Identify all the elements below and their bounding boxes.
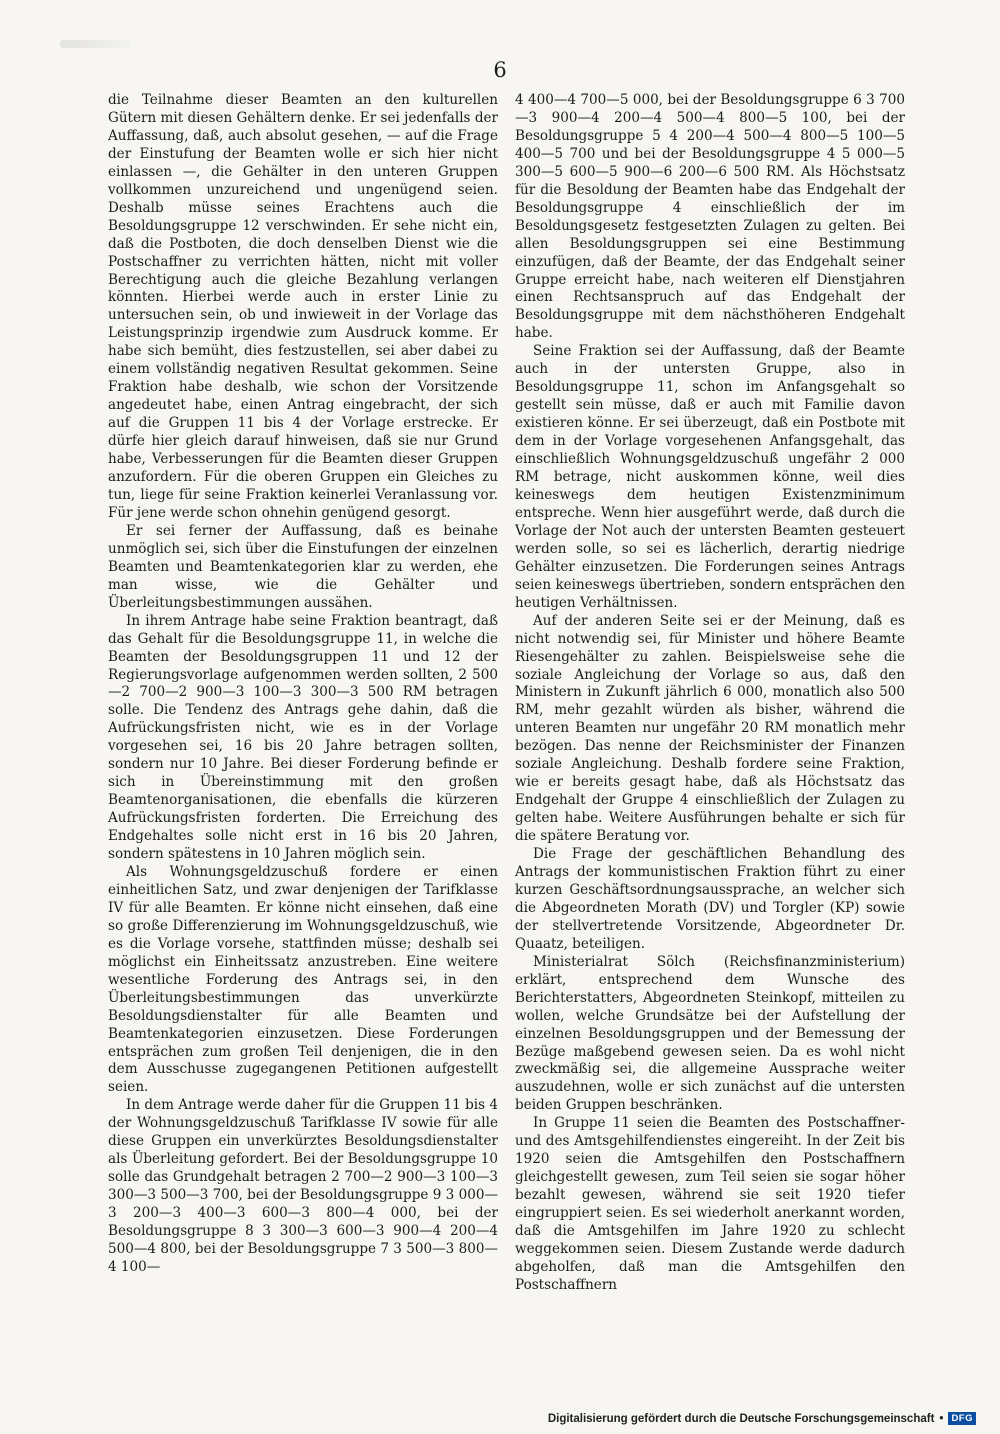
digitization-credit: [548, 1412, 976, 1425]
paragraph: Er sei ferner der Auffassung, daß es beinahe unmöglich sei, sich über die Einstufungen der einzelnen Beamten und Beamtenkategorien klar zu werden, ehe man wisse, wie die Gehälter und Überleitungsbestimmungen aussähen.: [108, 522, 498, 611]
paragraph: 4 400—4 700—5 000, bei der Besoldungsgruppe 6 3 700—3 900—4 200—4 500—4 800—5 100, bei der Besoldungsgruppe 5 4 200—4 500—4 800—5 100—5 400—5 700 und bei der Besoldungsgruppe 4 5 000—5 300—5 600—5 900—6 200—6 500 RM. Als Höchstsatz für die Besoldung der Beamten habe das Endgehalt der Besoldungsgruppe 4 einschließlich der im Besoldungsgesetz festgesetzten Zulagen zu gelten. Bei allen Besoldungsgruppen sei eine Bestimmung einzufügen, daß der Beamte, der das Endgehalt seiner Gruppe erreicht habe, nach weiteren elf Dienstjahren einen Rechtsanspruch auf das Endgehalt der Besoldungsgruppe mit dem nächsthöheren Endgehalt habe.: [515, 92, 905, 342]
paragraph: Die Frage der geschäftlichen Behandlung des Antrags der kommunistischen Fraktion führt zu einer kurzen Geschäftsordnungsaussprache, an welcher sich die Abgeordneten Morath (DV) und Torgler (KP) sowie der stellvertretende Vorsitzende, Abgeordneter Dr. Quaatz, beteiligen.: [515, 846, 905, 952]
left-column: [108, 92, 498, 1277]
right-column: [515, 92, 905, 1295]
credit-text: Digitalisierung gefördert durch die Deutsche Forschungsgemeinschaft: [547, 1412, 935, 1425]
paragraph: die Teilnahme dieser Beamten an den kulturellen Gütern mit diesen Gehältern denke. Er sei jedenfalls der Auffassung, daß, auch absolut gesehen, — auf die Frage der Einstufung der Beamten wolle er sich hier nicht einlassen —, die Gehälter in den unteren Gruppen vollkommen unzureichend und ungenügend seien. Deshalb müsse seines Erachtens auch die Besoldungsgruppe 12 verschwinden. Er sehe nicht ein, daß die Postboten, die doch denselben Dienst wie die Postschaffner zu verrichten hätten, nicht mit voller Berechtigung auch die gleiche Bezahlung verlangen könnten. Hierbei werde auch in erster Linie zu untersuchen sein, ob und inwieweit in der Vorlage das Leistungsprinzip irgendwie zum Ausdruck komme. Er habe sich bemüht, dies festzustellen, sei aber dabei zu einem vollständig negativen Resultat gekommen. Seine Fraktion habe deshalb, wie schon der Vorsitzende angedeutet habe, einen Antrag eingebracht, der sich auf die Gruppen 11 bis 4 der Vorlage erstrecke. Er dürfe hier gleich darauf hinweisen, daß sie nur Grund habe, Verbesserungen für die Beamten dieser Gruppen anzufordern. Für die oberen Gruppen ein Gleiches zu tun, liege für seine Fraktion keinerlei Veranlassung vor. Für jene werde schon ohnehin genügend gesorgt.: [108, 92, 498, 521]
paragraph: Als Wohnungsgeldzuschuß fordere er einen einheitlichen Satz, und zwar denjenigen der Tarifklasse IV für alle Beamten. Er könne nicht einsehen, daß eine so große Differenzierung im Wohnungsgeldzuschuß, wie es die Vorlage vorsehe, stattfinden müsse; deshalb sei möglichst ein Einheitssatz anzustreben. Eine weitere wesentliche Forderung des Antrags sei, in den Überleitungsbestimmungen das unverkürzte Besoldungsdienstalter für alle Beamten und Beamtenkategorien einzusetzen. Diese Forderungen entsprächen zum großen Teil denjenigen, die in den dem Ausschusse zugegangenen Petitionen aufgestellt seien.: [108, 863, 498, 1096]
paragraph: In dem Antrage werde daher für die Gruppen 11 bis 4 der Wohnungsgeldzuschuß Tarifklasse IV sowie für alle diese Gruppen ein unverkürztes Besoldungsdienstalter als Überleitung gefordert. Bei der Besoldungsgruppe 10 solle das Grundgehalt betragen 2 700—2 900—3 100—3 300—3 500—3 700, bei der Besoldungsgruppe 9 3 000—3 200—3 400—3 600—3 800—4 000, bei der Besoldungsgruppe 8 3 300—3 600—3 900—4 200—4 500—4 800, bei der Besoldungsgruppe 7 3 500—3 800—4 100—: [108, 1097, 498, 1275]
paragraph: In Gruppe 11 seien die Beamten des Postschaffner- und des Amtsgehilfendienstes eingereiht. In der Zeit bis 1920 seien die Amtsgehilfen den Postschaffnern gleichgestellt gewesen, zum Teil seien sie sogar höher bezahlt gewesen, während sie seit 1920 tiefer eingruppiert seien. Es sei wiederholt anerkannt worden, daß die Amtsgehilfen im Jahre 1920 zu schlecht weggekommen seien. Diesem Zustande werde dadurch abgeholfen, daß man die Amtsgehilfen den Postschaffnern: [515, 1115, 905, 1293]
paragraph: Seine Fraktion sei der Auffassung, daß der Beamte auch in der untersten Gruppe, also in Besoldungsgruppe 11, schon im Anfangsgehalt so gestellt sein müsse, daß er auch mit Familie davon existieren könne. Er sei überzeugt, daß ein Postbote mit dem in der Vorlage vorgesehenen Anfangsgehalt, das einschließlich Wohnungsgeldzuschuß ungefähr 2 000 RM betrage, nicht auskommen könne, weil dies keineswegs dem heutigen Existenzminimum entspreche. Wenn hier ausgeführt werde, daß durch die Vorlage der Not auch der untersten Beamten gesteuert werden solle, so sei es lächerlich, derartig niedrige Gehälter einzusetzen. Die Forderungen seines Antrags seien keineswegs übertrieben, sondern entsprächen den heutigen Verhältnissen.: [515, 343, 905, 611]
page-number: 6: [493, 58, 507, 82]
paragraph: Auf der anderen Seite sei er der Meinung, daß es nicht notwendig sei, für Minister und höhere Beamte Riesengehälter zu zahlen. Beispielsweise sehe die soziale Angleichung der Vorlage so aus, daß den Ministern in Zukunft jährlich 6 000, monatlich also 500 RM, mehr gezahlt würden als bisher, während die unteren Beamten nur ungefähr 20 RM monatlich mehr bezögen. Das nenne der Reichsminister der Finanzen soziale Angleichung. Deshalb fordere seine Fraktion, wie er bereits gesagt habe, daß als Höchstsatz das Endgehalt der Gruppe 4 einschließlich der Zulagen zu gelten habe. Weitere Ausführungen behalte er sich für die spätere Beratung vor.: [515, 612, 905, 845]
dfg-logo: DFG: [948, 1412, 976, 1425]
paragraph: In ihrem Antrage habe seine Fraktion beantragt, daß das Gehalt für die Besoldungsgruppe 11, in welche die Beamten der Besoldungsgruppen 11 und 12 der Regierungsvorlage aufgenommen werden sollten, 2 500—2 700—2 900—3 100—3 300—3 500 RM betragen solle. Die Tendenz des Antrags gehe dahin, daß die Aufrückungsfristen nicht, wie es in der Vorlage vorgesehen sei, 16 bis 20 Jahre betragen sollten, sondern nur 10 Jahre. Bei dieser Forderung befinde er sich in Übereinstimmung mit den großen Beamtenorganisationen, die ebenfalls die kürzeren Aufrückungsfristen forderten. Die Erreichung des Endgehaltes solle nicht erst in 16 bis 20 Jahren, sondern spätestens in 10 Jahren möglich sein.: [108, 612, 498, 863]
scan-smudge: [60, 40, 130, 48]
credit-separator: •: [939, 1412, 944, 1425]
paragraph: Ministerialrat Sölch (Reichsfinanzministerium) erklärt, entsprechend dem Wunsche des Berichterstatters, Abgeordneten Steinkopf, mitteilen zu wollen, welche Grundsätze bei der Aufstellung der einzelnen Besoldungsgruppen und der Bemessung der Bezüge maßgebend gewesen seien. Da es wohl nicht zweckmäßig sei, die allgemeine Aussprache weiter auszudehnen, wolle er sich zunächst auf die untersten beiden Gruppen beschränken.: [515, 953, 905, 1114]
